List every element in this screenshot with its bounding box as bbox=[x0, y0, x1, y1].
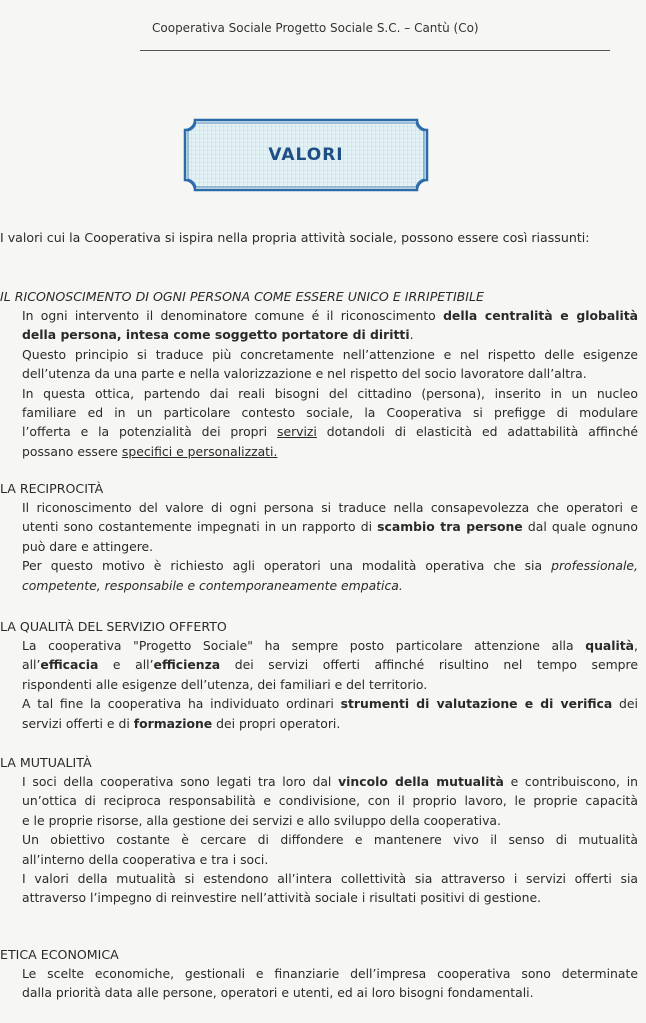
text-line bbox=[22, 850, 638, 869]
section-heading: LA MUTUALITÀ bbox=[0, 755, 92, 770]
text-segment: A tal fine la cooperativa ha individuato ordinari bbox=[22, 696, 341, 712]
text-segment: un’ottica di reciproca responsabilità e condivisione, con il proprio lavoro, le proprie capacità bbox=[22, 793, 638, 809]
text-segment: competente, responsabile e contemporaneamente empatica. bbox=[22, 577, 403, 593]
title-box bbox=[183, 118, 429, 192]
page-header: Cooperativa Sociale Progetto Sociale S.C. – Cantù (Co) bbox=[152, 21, 479, 35]
text-line bbox=[22, 636, 638, 655]
intro-text: I valori cui la Cooperativa si ispira nella propria attività sociale, possono essere così riassunti: bbox=[0, 230, 590, 245]
text-segment: professionale, bbox=[551, 558, 638, 574]
text-segment: Per questo motivo è richiesto agli operatori una modalità operativa che sia bbox=[22, 558, 552, 574]
text-segment: della persona, intesa come soggetto portatore di diritti bbox=[22, 327, 410, 343]
text-segment: . bbox=[409, 327, 414, 343]
text-segment: efficienza bbox=[153, 657, 221, 673]
text-line bbox=[22, 345, 638, 364]
text-line bbox=[22, 714, 638, 733]
text-segment: rispondenti alle esigenze dell’utenza, dei familiari e del territorio. bbox=[22, 676, 428, 692]
text-segment: dei servizi offerti affinché risultino nel tempo sempre bbox=[220, 657, 638, 673]
text-segment: della centralità e globalità bbox=[443, 308, 638, 323]
text-segment: e all’ bbox=[98, 657, 154, 673]
text-segment: dell’utenza da una parte e nella valorizzazione e nel rispetto del socio lavoratore dall’altra. bbox=[22, 366, 587, 382]
text-line bbox=[22, 675, 638, 694]
text-line bbox=[22, 772, 638, 791]
text-segment: scambio tra persone bbox=[377, 519, 523, 535]
text-line bbox=[22, 576, 638, 595]
text-line bbox=[22, 791, 638, 810]
text-segment: utenti sono costantemente impegnati in un rapporto di bbox=[22, 519, 378, 535]
text-segment: e contribuiscono, in bbox=[503, 774, 638, 789]
section-heading: LA QUALITÀ DEL SERVIZIO OFFERTO bbox=[0, 619, 227, 634]
section-heading: LA RECIPROCITÀ bbox=[0, 481, 104, 496]
text-segment: Questo principio si traduce più concretamente nell’attenzione e nel rispetto delle esigenze bbox=[22, 346, 638, 362]
text-segment: dal quale ognuno bbox=[522, 519, 638, 535]
text-line bbox=[22, 306, 638, 325]
page-title: VALORI bbox=[268, 145, 344, 165]
text-segment: servizi offerti e di bbox=[22, 715, 134, 731]
text-line bbox=[22, 983, 638, 1002]
section bbox=[0, 945, 640, 1003]
text-segment: qualità bbox=[585, 638, 635, 653]
text-line bbox=[22, 403, 638, 422]
text-segment: possano essere bbox=[22, 443, 122, 459]
text-segment: Il riconoscimento del valore di ogni persona si traduce nella consapevolezza che operatori e bbox=[22, 500, 638, 515]
text-line bbox=[22, 869, 638, 888]
text-segment: attraverso l’impegno di reinvestire nell’attività sociale i risultati positivi di gestione. bbox=[22, 890, 542, 906]
text-line bbox=[22, 655, 638, 674]
text-line bbox=[22, 964, 638, 983]
text-segment: Un obiettivo costante è cercare di diffondere e mantenere vivo il senso di mutualità bbox=[22, 832, 638, 848]
text-segment: dei bbox=[612, 696, 638, 712]
section-heading: ETICA ECONOMICA bbox=[0, 947, 119, 962]
text-line bbox=[22, 498, 638, 517]
text-line bbox=[22, 694, 638, 713]
text-segment: all’interno della cooperativa e tra i soci. bbox=[22, 851, 269, 867]
text-segment: Le scelte economiche, gestionali e finanziarie dell’impresa cooperativa sono determinate bbox=[22, 966, 638, 981]
text-line bbox=[22, 325, 638, 344]
text-segment: I soci della cooperativa sono legati tra loro dal bbox=[22, 774, 339, 789]
text-segment: specifici e personalizzati. bbox=[121, 443, 278, 459]
text-segment: In ogni intervento il denominatore comune é il riconoscimento bbox=[22, 308, 444, 323]
text-line bbox=[22, 442, 638, 461]
text-segment: all’ bbox=[22, 657, 41, 673]
section-heading: IL RICONOSCIMENTO DI OGNI PERSONA COME ESSERE UNICO E IRRIPETIBILE bbox=[0, 289, 484, 304]
section bbox=[0, 753, 640, 908]
text-line bbox=[22, 830, 638, 849]
text-line bbox=[22, 537, 638, 556]
text-segment: dotandoli di elasticità ed adattabilità affinché bbox=[316, 424, 638, 440]
text-segment: efficacia bbox=[40, 657, 99, 673]
text-segment: I valori della mutualità si estendono all’intera collettività sia attraverso i servizi offerti sia bbox=[22, 871, 638, 887]
section bbox=[0, 479, 640, 595]
header-divider bbox=[140, 50, 610, 51]
section bbox=[0, 287, 640, 461]
text-segment: servizi bbox=[276, 424, 317, 440]
text-segment: formazione bbox=[133, 715, 213, 731]
text-segment: familiare ed in un particolare contesto sociale, la Cooperativa si prefigge di modulare bbox=[22, 405, 638, 421]
text-line bbox=[22, 384, 638, 403]
text-segment: La cooperativa "Progetto Sociale" ha sempre posto particolare attenzione alla bbox=[22, 638, 586, 653]
text-line bbox=[22, 556, 638, 575]
text-segment: l’offerta e la potenzialità dei propri bbox=[22, 424, 277, 440]
text-line bbox=[22, 811, 638, 830]
text-segment: dei propri operatori. bbox=[212, 715, 341, 731]
text-segment: può dare e attingere. bbox=[22, 538, 154, 554]
text-line bbox=[22, 517, 638, 536]
section bbox=[0, 617, 640, 733]
text-line bbox=[22, 888, 638, 907]
text-line bbox=[22, 364, 638, 383]
text-segment: , bbox=[634, 638, 638, 653]
text-segment: dalla priorità data alle persone, operatori e utenti, ed ai loro bisogni fondamentali. bbox=[22, 985, 534, 1001]
text-segment: vincolo della mutualità bbox=[338, 774, 504, 789]
text-segment: e le proprie risorse, alla gestione dei servizi e allo sviluppo della cooperativa. bbox=[22, 812, 501, 828]
text-segment: In questa ottica, partendo dai reali bisogni del cittadino (persona), inserito in un nucleo bbox=[22, 385, 638, 401]
text-segment: strumenti di valutazione e di verifica bbox=[340, 696, 613, 712]
text-line bbox=[22, 422, 638, 441]
